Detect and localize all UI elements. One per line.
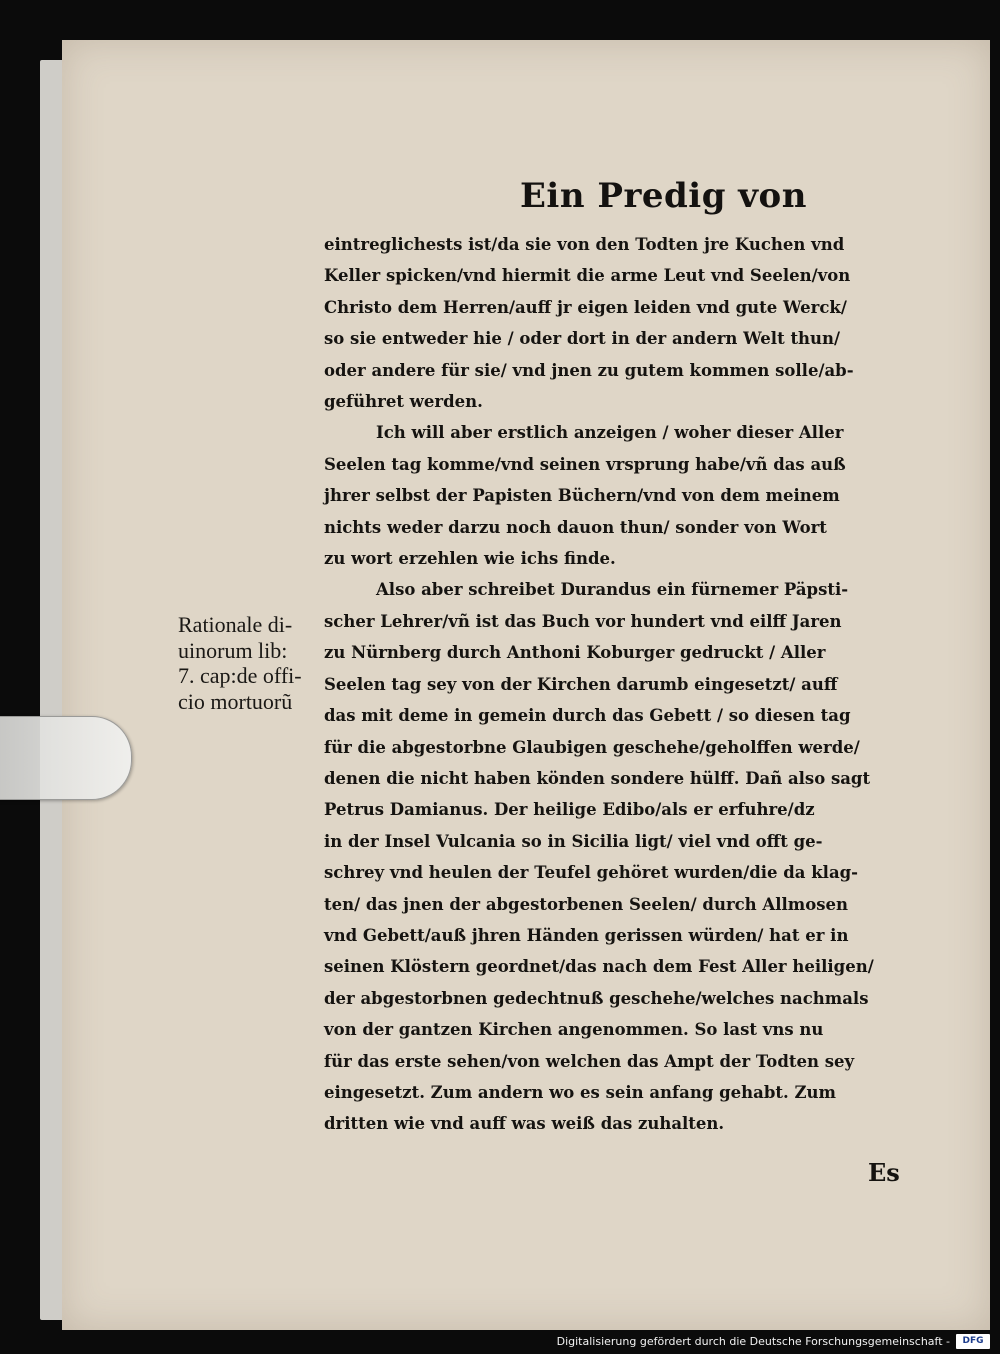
text-line: seinen Klöstern geordnet/das nach dem Fest Aller heiligen/	[324, 957, 874, 977]
marginal-note-line: cio mortuorũ	[178, 688, 293, 714]
dfg-logo[interactable]: DFG	[956, 1334, 990, 1349]
text-line: denen die nicht haben könden sondere hülff. Dañ also sagt	[324, 768, 871, 788]
body-text	[324, 229, 924, 1140]
text-line: ten/ das jnen der abgestorbenen Seelen/ durch Allmosen	[324, 894, 849, 914]
text-line: der abgestorbnen gedechtnuß geschehe/welches nachmals	[324, 988, 869, 1008]
text-line: das mit deme in gemein durch das Gebett / so diesen tag	[324, 706, 851, 726]
marginal-note	[178, 612, 328, 714]
text-line: vnd Gebett/auß jhren Händen gerissen würden/ hat er in	[324, 925, 849, 945]
funding-credit: Digitalisierung gefördert durch die Deutsche Forschungsgemeinschaft -	[556, 1335, 950, 1348]
text-line: Christo dem Herren/auff jr eigen leiden vnd gute Werck/	[324, 297, 847, 317]
text-line: Ich will aber erstlich anzeigen / woher dieser Aller	[376, 423, 844, 443]
digitization-footer	[0, 1330, 1000, 1354]
page-clip-tab	[0, 716, 132, 800]
running-head: Ein Predig von	[520, 176, 807, 216]
text-line: zu Nürnberg durch Anthoni Koburger gedruckt / Aller	[324, 643, 826, 663]
text-line: so sie entweder hie / oder dort in der andern Welt thun/	[324, 329, 841, 349]
catchword: Es	[868, 1158, 900, 1187]
text-line: eintreglichests ist/da sie von den Todten jre Kuchen vnd	[324, 235, 845, 254]
marginal-note-line: Rationale di-	[178, 612, 293, 637]
text-line: scher Lehrer/vñ ist das Buch vor hundert vnd eilff Jaren	[324, 611, 842, 631]
text-line: dritten wie vnd auff was weiß das zuhalten.	[324, 1114, 725, 1134]
text-line: für das erste sehen/von welchen das Ampt der Todten sey	[324, 1051, 855, 1071]
text-line: Keller spicken/vnd hiermit die arme Leut vnd Seelen/von	[324, 266, 851, 286]
text-line: von der gantzen Kirchen angenommen. So last vns nu	[324, 1020, 824, 1040]
text-line: jhrer selbst der Papisten Büchern/vnd von dem meinem	[324, 486, 840, 506]
text-line: geführet werden.	[324, 392, 483, 412]
text-line: nichts weder darzu noch dauon thun/ sonder von Wort	[324, 517, 827, 537]
marginal-note-line: 7. cap:de offi-	[178, 663, 302, 688]
text-line: Petrus Damianus. Der heilige Edibo/als er erfuhre/dz	[324, 800, 815, 820]
text-line: eingesetzt. Zum andern wo es sein anfang gehabt. Zum	[324, 1082, 836, 1102]
text-line: zu wort erzehlen wie ichs finde.	[324, 549, 616, 569]
text-line: oder andere für sie/ vnd jnen zu gutem kommen solle/ab-	[324, 360, 854, 380]
marginal-note-line: uinorum lib:	[178, 637, 288, 663]
text-line: in der Insel Vulcania so in Sicilia ligt/ viel vnd offt ge-	[324, 831, 823, 851]
text-line: für die abgestorbne Glaubigen geschehe/geholffen werde/	[324, 737, 860, 757]
text-line: Also aber schreibet Durandus ein fürnemer Päpsti-	[376, 580, 849, 600]
text-line: Seelen tag sey von der Kirchen darumb eingesetzt/ auff	[324, 674, 838, 694]
text-line: schrey vnd heulen der Teufel gehöret wurden/die da klag-	[324, 863, 859, 883]
text-line: Seelen tag komme/vnd seinen vrsprung habe/vñ das auß	[324, 454, 846, 474]
